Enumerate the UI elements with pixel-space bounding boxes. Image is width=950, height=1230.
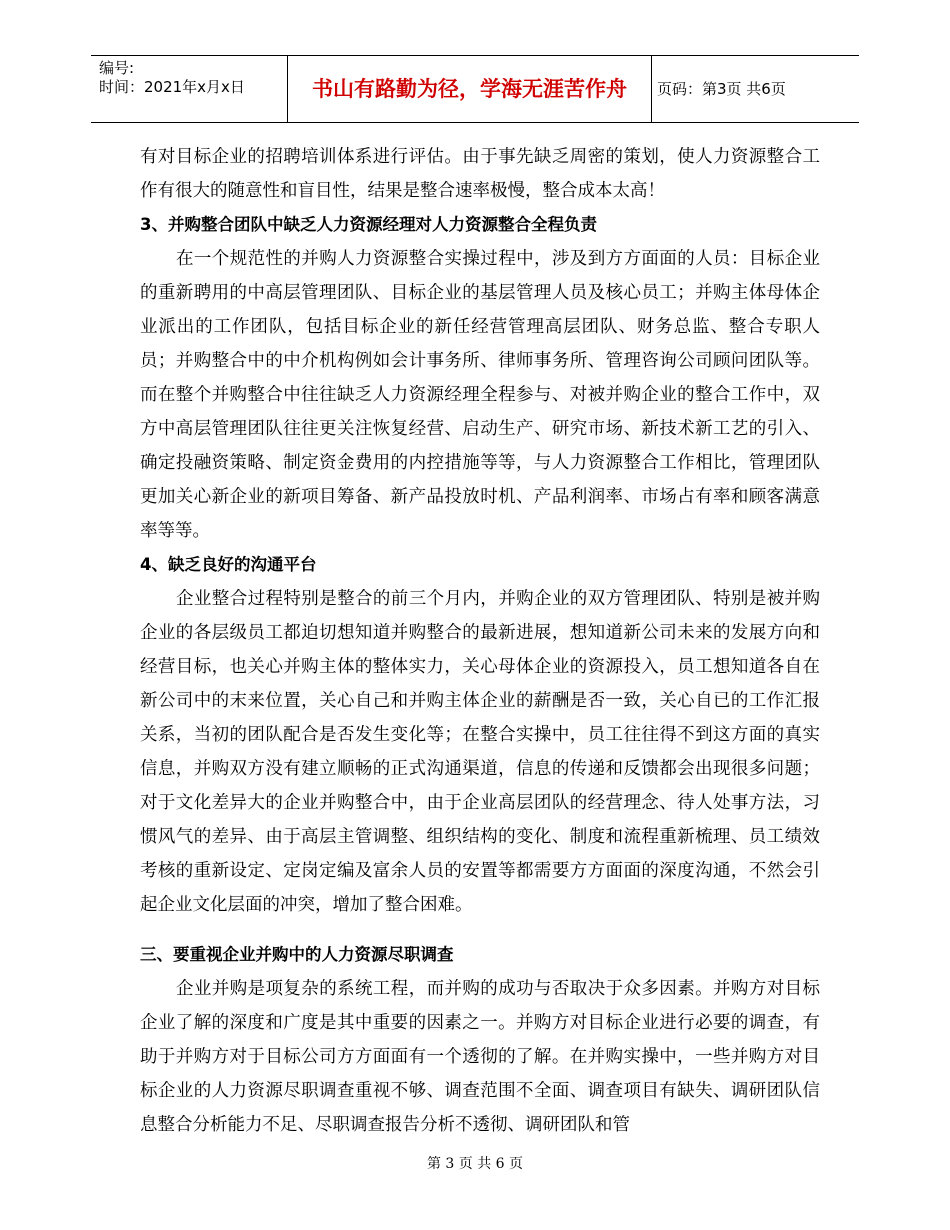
subheading: 3、并购整合团队中缺乏人力资源经理对人力资源整合全程负责 <box>140 215 597 234</box>
header-motto: 书山有路勤为径，学海无涯苦作舟 <box>312 77 627 101</box>
paragraph: 有对目标企业的招聘培训体系进行评估。由于事先缺乏周密的策划，使人力资源整合工作有很大的随意性和盲目性，结果是整合速率极慢，整合成本太高！ <box>140 147 820 201</box>
subheading: 4、缺乏良好的沟通平台 <box>140 555 317 574</box>
header-page-info: 页码：第3页 共6页 <box>657 80 786 98</box>
header-divider <box>651 56 652 122</box>
paragraph: 企业并购是项复杂的系统工程，而并购的成功与否取决于众多因素。并购方对目标企业了解的深度和广度是其中重要的因素之一。并购方对目标企业进行必要的调查，有助于并购方对于目标公司方方面面有一个透彻的了解。在并购实操中，一些并购方对目标企业的人力资源尽职调查重视不够、调查范围不全面、调查项目有缺失、调研团队信息整合分析能力不足、尽职调查报告分析不透彻、调研团队和管 <box>140 979 820 1135</box>
paragraph: 在一个规范性的并购人力资源整合实操过程中，涉及到方方面面的人员：目标企业的重新聘用的中高层管理团队、目标企业的基层管理人员及核心员工；并购主体母体企业派出的工作团队，包括目标企业的新任经营管理高层团队、财务总监、整合专职人员；并购整合中的中介机构例如会计事务所、律师事务所、管理咨询公司顾问团队等。而在整个并购整合中往往缺乏人力资源经理全程参与、对被并购企业的整合工作中，双方中高层管理团队往往更关注恢复经营、启动生产、研究市场、新技术新工艺的引入、确定投融资策略、制定资金费用的内控措施等等，与人力资源整合工作相比，管理团队更加关心新企业的新项目筹备、新产品投放时机、产品利润率、市场占有率和顾客满意率等等。 <box>140 249 820 541</box>
page-footer: 第 3 页 共 6 页 <box>426 1156 524 1172</box>
document-time-label: 时间：2021年x月x日 <box>99 78 245 96</box>
header-meta <box>99 59 285 97</box>
paragraph: 企业整合过程特别是整合的前三个月内，并购企业的双方管理团队、特别是被并购企业的各层级员工都迫切想知道并购整合的最新进展，想知道新公司未来的发展方向和经营目标，也关心并购主体的整体实力，关心母体企业的资源投入，员工想知道各自在新公司中的末来位置，关心自己和并购主体企业的薪酬是否一致，关心自已的工作汇报关系，当初的团队配合是否发生变化等；在整合实操中，员工往往得不到这方面的真实信息，并购双方没有建立顺畅的正式沟通渠道，信息的传递和反馈都会出现很多问题；对于文化差异大的企业并购整合中，由于企业高层团队的经营理念、待人处事方法，习惯风气的差异、由于高层主管调整、组织结构的变化、制度和流程重新梳理、员工绩效考核的重新设定、定岗定编及富余人员的安置等都需要方方面面的深度沟通，不然会引起企业文化层面的冲突，增加了整合困难。 <box>140 589 820 915</box>
page-header <box>91 55 859 123</box>
document-body <box>140 140 820 1142</box>
section-heading: 三、要重视企业并购中的人力资源尽职调查 <box>140 945 454 964</box>
document-number-label: 编号: <box>99 59 135 77</box>
